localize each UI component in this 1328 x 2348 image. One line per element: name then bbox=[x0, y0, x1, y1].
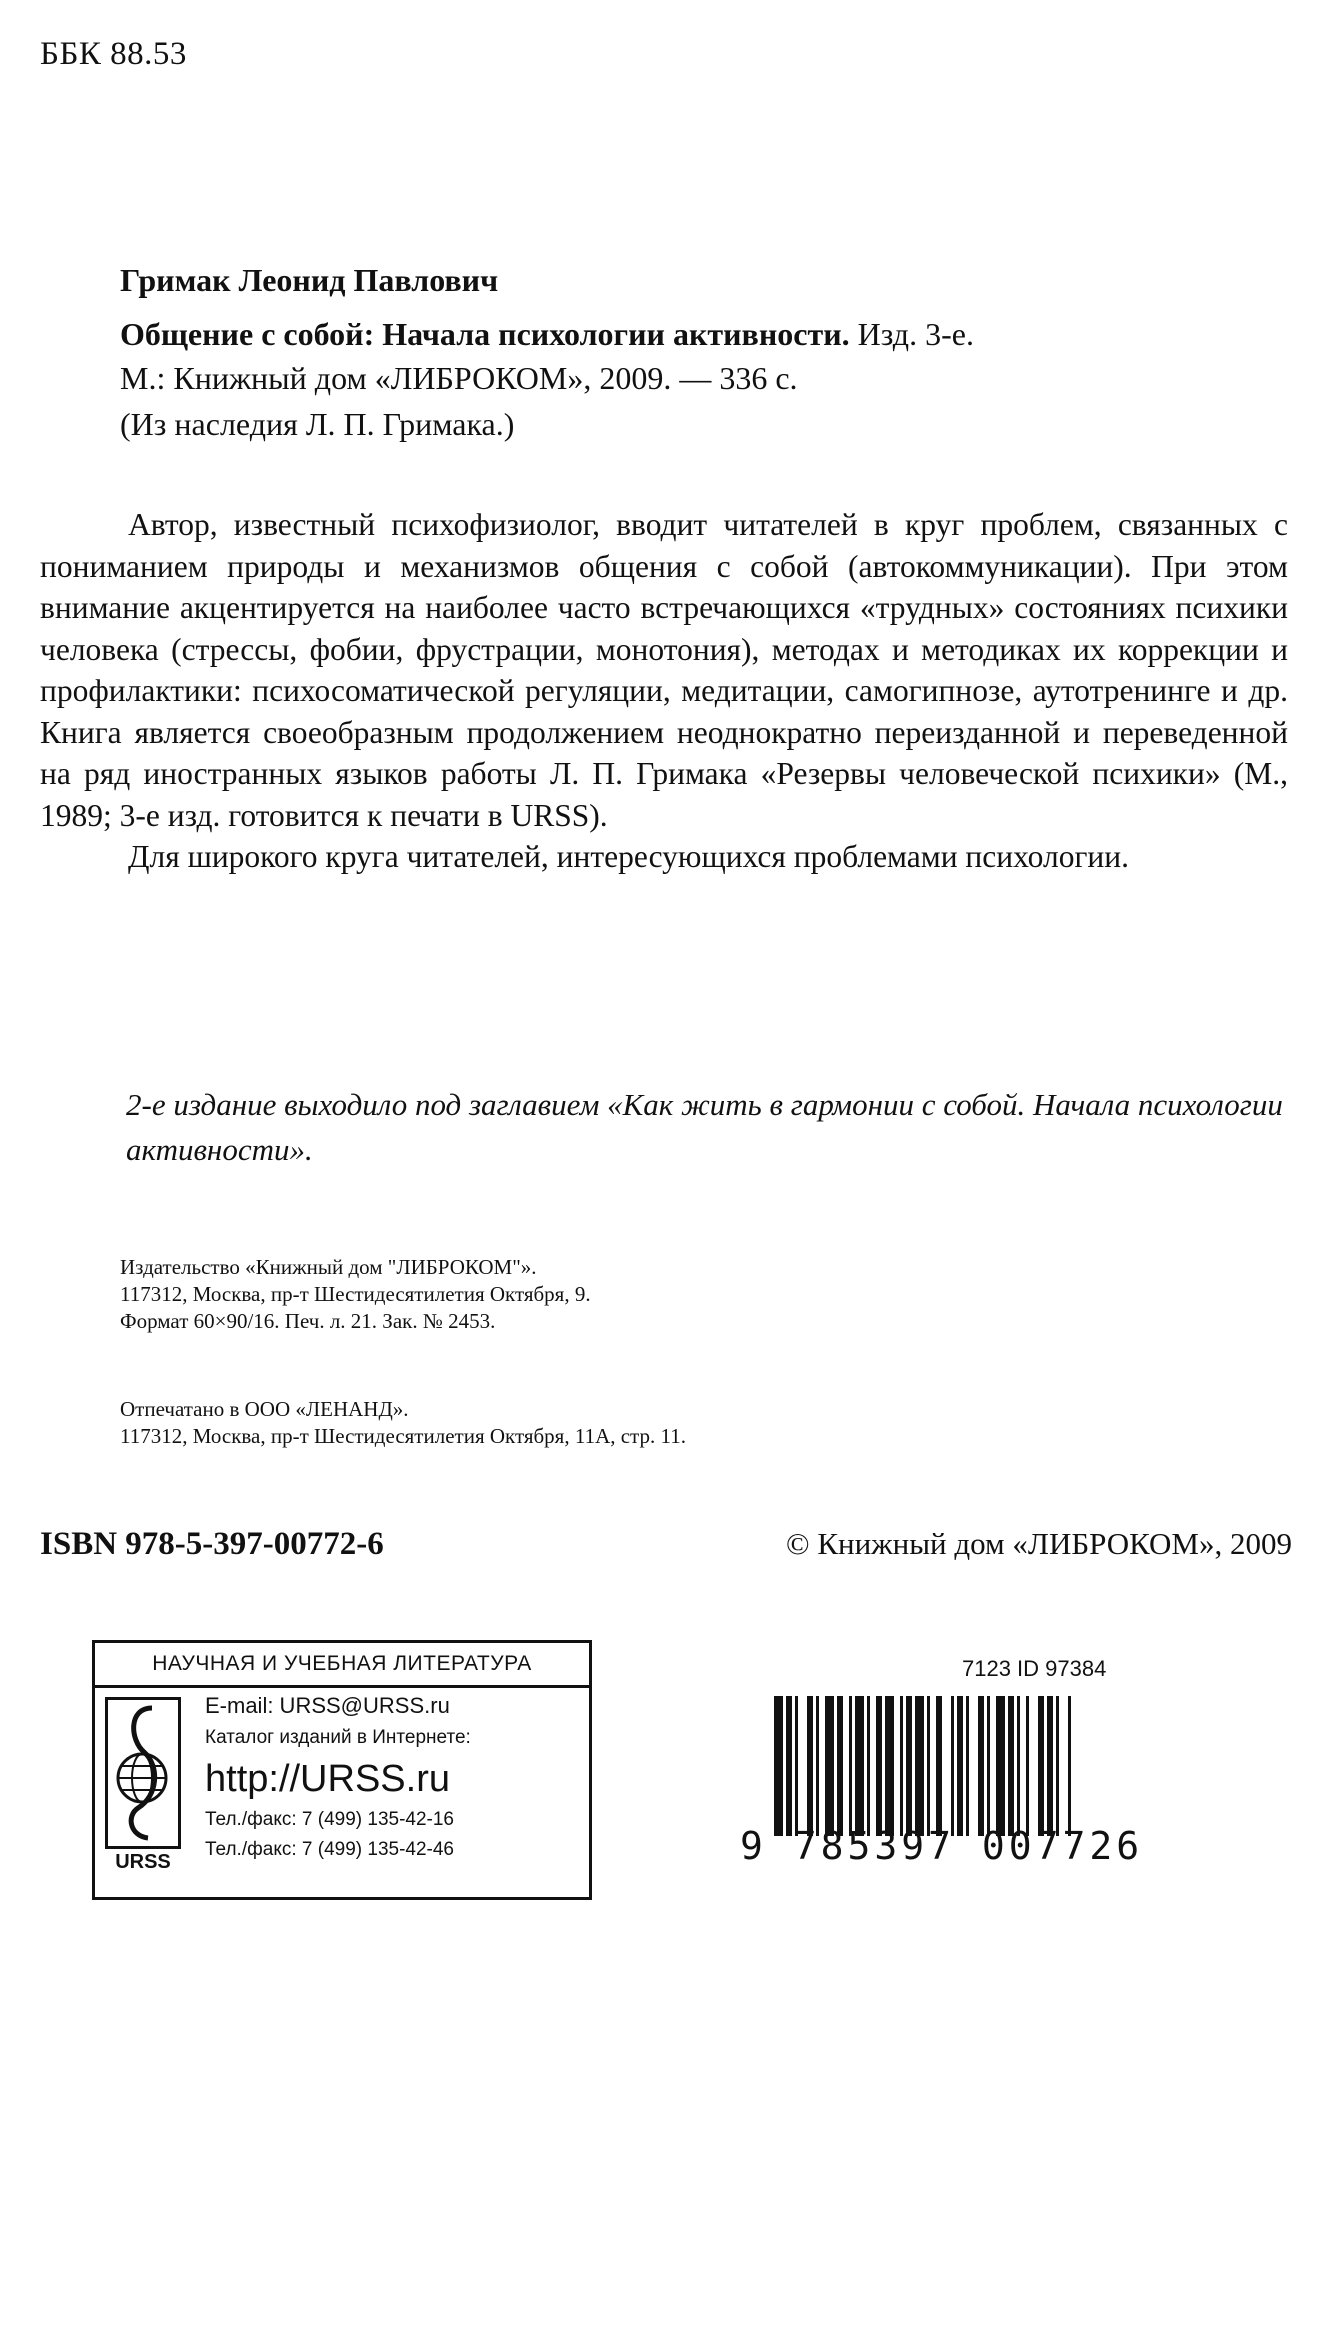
bbk-code: ББК 88.53 bbox=[40, 36, 187, 72]
abstract bbox=[40, 504, 1288, 878]
audience-paragraph: Для широкого круга читателей, интересующихся проблемами психологии. bbox=[128, 839, 1129, 874]
series: (Из наследия Л. П. Гримака.) bbox=[120, 406, 515, 442]
urss-logo-text: URSS bbox=[115, 1851, 171, 1873]
urss-phone-1: Тел./факс: 7 (499) 135-42-16 bbox=[205, 1809, 455, 1830]
urss-logo bbox=[105, 1697, 181, 1887]
urss-contact-lines bbox=[205, 1689, 471, 1865]
urss-url: http://URSS.ru bbox=[205, 1758, 450, 1800]
imprint: М.: Книжный дом «ЛИБРОКОМ», 2009. — 336 с. bbox=[120, 360, 798, 396]
printer-info bbox=[120, 1396, 686, 1450]
isbn: ISBN 978-5-397-00772-6 bbox=[40, 1526, 384, 1562]
edition-note: 2-е издание выходило под заглавием «Как жить в гармонии с собой. Начала психологии активности». bbox=[126, 1087, 1283, 1167]
book-title: Общение с собой: Начала психологии активности. bbox=[120, 316, 850, 352]
printer-name: Отпечатано в ООО «ЛЕНАНД». bbox=[120, 1397, 409, 1421]
barcode-block bbox=[740, 1656, 1160, 1886]
book-title-line bbox=[120, 316, 974, 353]
barcode-digits: 9 785397 007726 bbox=[740, 1824, 1144, 1868]
urss-phone-2: Тел./факс: 7 (499) 135-42-46 bbox=[205, 1839, 455, 1860]
urss-info-box bbox=[92, 1640, 592, 1900]
globe-icon bbox=[108, 1700, 178, 1846]
print-specs: Формат 60×90/16. Печ. л. 21. Зак. № 2453. bbox=[120, 1309, 496, 1333]
barcode-code: 7123 ID 97384 bbox=[962, 1656, 1107, 1681]
printer-address: 117312, Москва, пр-т Шестидесятилетия Октября, 11А, стр. 11. bbox=[120, 1424, 686, 1448]
urss-catalog-label: Каталог изданий в Интернете: bbox=[205, 1727, 471, 1748]
publisher-address: 117312, Москва, пр-т Шестидесятилетия Октября, 9. bbox=[120, 1282, 591, 1306]
urss-box-header: НАУЧНАЯ И УЧЕБНАЯ ЛИТЕРАТУРА bbox=[95, 1643, 589, 1688]
author-name: Гримак Леонид Павлович bbox=[120, 262, 499, 298]
edition: Изд. 3-е. bbox=[849, 316, 974, 352]
urss-email: E-mail: URSS@URSS.ru bbox=[205, 1693, 450, 1718]
barcode-icon bbox=[774, 1696, 1148, 1836]
urss-logo-frame bbox=[105, 1697, 181, 1849]
copyright: © Книжный дом «ЛИБРОКОМ», 2009 bbox=[786, 1526, 1292, 1561]
publisher-info bbox=[120, 1254, 591, 1335]
publisher-name: Издательство «Книжный дом "ЛИБРОКОМ"». bbox=[120, 1255, 537, 1279]
abstract-paragraph: Автор, известный психофизиолог, вводит читателей в круг проблем, связанных с пониманием природы и механизмов общения с собой (автокоммуникации). При этом внимание акцентируется на наиболее часто встречающихся «трудных» состояниях психики человека (стрессы, фобии, фрустрации, монотония), методах и методиках их коррекции и профилактики: психосоматической регуляции, медитации, самогипнозе, аутотренинге и др. Книга является своеобразным продолжением неоднократно переизданной и переведенной на ряд иностранных языков работы Л. П. Гримака «Резервы человеческой психики» (М., 1989; 3-е изд. готовится к печати в URSS). bbox=[40, 507, 1288, 833]
